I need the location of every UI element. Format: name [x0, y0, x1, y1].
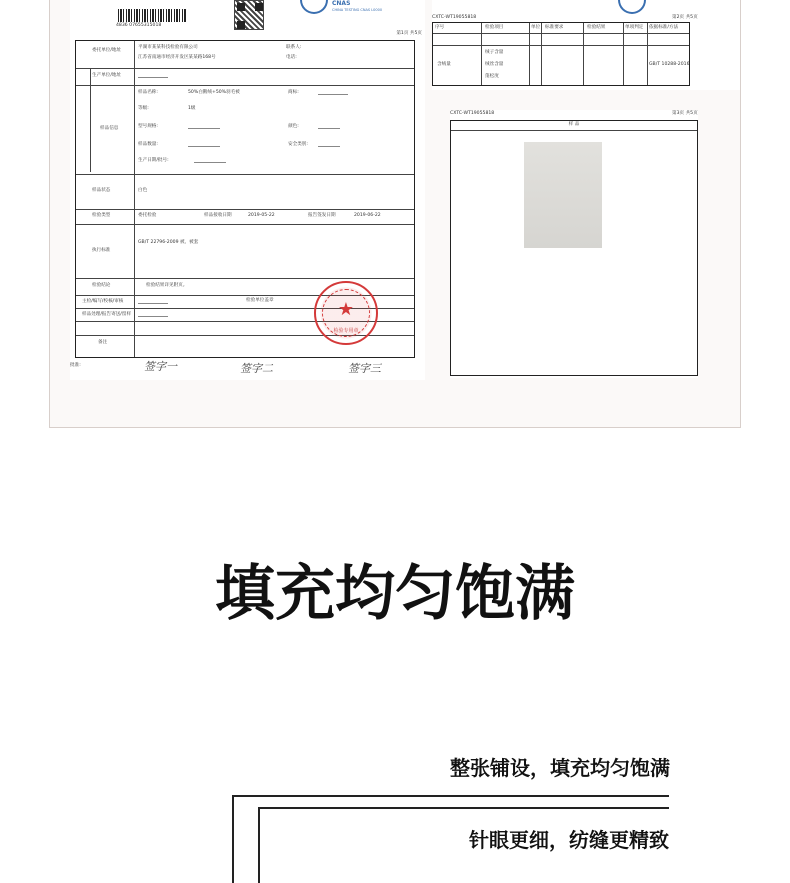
color-label: 颜色: [288, 124, 299, 129]
col-header-7: 依据标准/方法 [649, 25, 679, 30]
inner-frame-line-left [258, 807, 260, 883]
remark-row-1: 主检/编写/校核/审核 [82, 299, 124, 304]
col-header-6: 单项判定 [625, 25, 644, 30]
results-page-number: 第2页 共5页 [672, 15, 698, 20]
received-date-value: 2019-05-22 [248, 213, 275, 218]
signature-2: 签字二 [240, 362, 273, 375]
feature-text-1: 整张铺设，填充均匀饱满 [450, 756, 670, 780]
results-row-1: 绒子含量 [485, 50, 504, 55]
sample-state-label: 样品状态 [92, 188, 111, 193]
logo-subtext: CHINA TESTING CNAS L0000 [332, 8, 383, 12]
issue-date-value: 2019-06-22 [354, 213, 381, 218]
issue-date-label: 报告签发日期 [308, 213, 336, 218]
test-type-value: 委托检验 [138, 213, 157, 218]
barcode-number: 4836 07655315018 [116, 23, 162, 28]
conclusion-label: 检验结论 [92, 283, 111, 288]
frame-line-top [232, 795, 669, 797]
results-group: 含绒量 [437, 62, 451, 67]
grade-value: 1级 [188, 106, 196, 111]
model-label: 型号规格: [138, 124, 158, 129]
brand-label: 商标: [288, 90, 299, 95]
remark-row-3: 备注 [98, 340, 108, 345]
sample-name-label: 样品名称: [138, 90, 158, 95]
results-table [432, 22, 690, 86]
stamp-note: 检验单位盖章 [246, 298, 274, 303]
col-header-2: 检验项目 [485, 25, 504, 30]
grade-label: 等级: [138, 106, 149, 111]
sample-title: 样 品 [568, 122, 580, 127]
sample-photo-frame [450, 120, 698, 376]
contact-label: 联系人: [286, 45, 302, 50]
frame-line-left [232, 795, 234, 883]
seal-label: 检验专用章 [333, 328, 359, 334]
sample-photo-sheet [450, 110, 698, 378]
signature-1: 签字一 [144, 360, 177, 373]
results-row-2: 绒丝含量 [485, 62, 504, 67]
producer-label: 生产单位/地址 [92, 73, 122, 78]
col-header-4: 标准要求 [545, 25, 564, 30]
photo-report-number: CXTC-WT19055818 [450, 111, 495, 116]
approver-label: 批准: [70, 363, 81, 368]
sample-info-label: 样品信息 [100, 126, 119, 131]
quantity-label: 样品数量: [138, 142, 158, 147]
batch-label: 生产日期/批号: [138, 158, 169, 163]
col-header-1: 序号 [435, 25, 445, 30]
results-standard-ref: GB/T 10288-2016 [649, 62, 690, 67]
page-number: 第1页 共5页 [396, 31, 422, 36]
cnas-logo-icon [300, 0, 328, 14]
sample-photo [524, 142, 602, 248]
official-seal-icon: ★ 检验专用章 [314, 281, 378, 345]
logo-text: CNAS [332, 0, 351, 7]
test-results-sheet [432, 0, 741, 90]
cnas-logo-icon-2 [618, 0, 646, 14]
results-report-number: CXTC-WT19055818 [432, 15, 477, 20]
signature-3: 签字三 [348, 362, 381, 375]
client-name: 平湖市某某科技检验有限公司 [138, 45, 198, 50]
inner-frame-line-top [258, 807, 669, 809]
report-header [70, 0, 425, 40]
feature-text-2: 针眼更细，纺缝更精致 [469, 828, 669, 852]
phone-label: 电话: [286, 55, 297, 60]
col-header-3: 单位 [531, 25, 541, 30]
received-date-label: 样品接收日期 [204, 213, 232, 218]
client-label: 委托单位/地址 [92, 48, 122, 53]
results-row-3: 蓬松度 [485, 74, 499, 79]
conclusion-value: 检验结果详见附页。 [146, 283, 188, 288]
photo-page-number: 第3页 共5页 [672, 111, 698, 116]
standard-label: 执行标准 [92, 248, 111, 253]
safety-label: 安全类别: [288, 142, 308, 147]
qr-code-icon [234, 0, 264, 30]
col-header-5: 检验结果 [587, 25, 606, 30]
sample-name-value: 50%白鹅绒+50%羽毛被 [188, 90, 240, 95]
barcode-icon [118, 9, 186, 22]
test-report-sheet [70, 0, 425, 380]
remark-row-2: 样品处理/报告寄送/留样 [82, 312, 132, 317]
main-heading: 填充均匀饱满 [215, 559, 575, 629]
certificate-image [49, 0, 741, 428]
sample-state-value: 白色 [138, 188, 148, 193]
standard-value: GB/T 22796-2009 被、被套 [138, 240, 199, 245]
test-type-label: 检验类型 [92, 213, 111, 218]
client-address: 江苏省南通市经济开发区某某路168号 [138, 55, 216, 60]
